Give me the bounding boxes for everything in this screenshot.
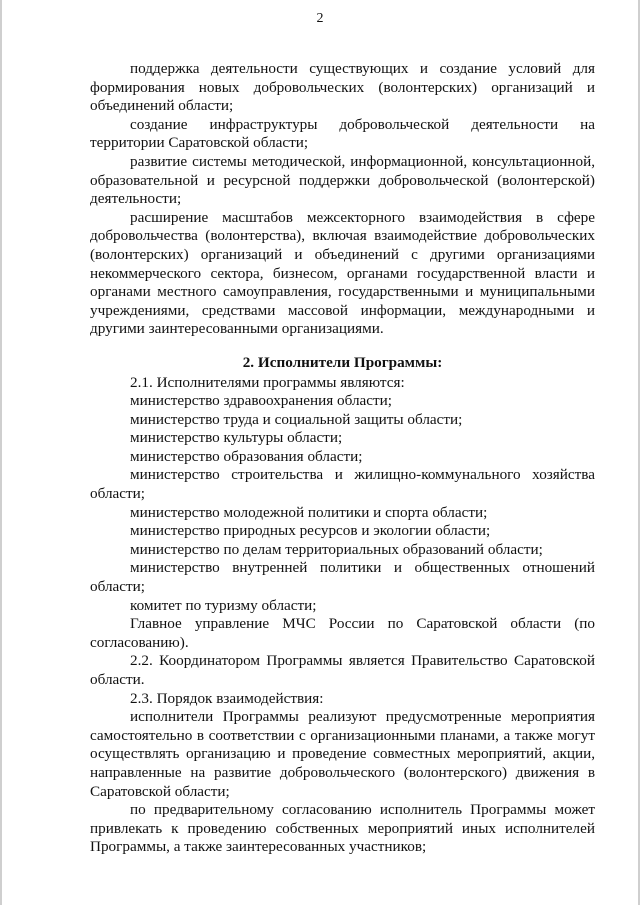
list-item: министерство молодежной политики и спорта области; <box>130 503 488 521</box>
section-heading: 2. Исполнители Программы: <box>242 353 443 371</box>
paragraph: поддержка деятельности существующих и создание условий для формирования новых добровольческих (волонтерских) организаций и объединений области; <box>90 60 595 115</box>
paragraph: расширение масштабов межсекторного взаимодействия в сфере добровольчества (волонтерства), включая взаимодействие добровольческих (волонтерских) организаций и объединений с другими организациями некоммерческого сектора, бизнесом, органами государственной власти и органами местного самоуправления, государственными и муниципальными учреждениями, средствами массовой информации, международными и другими заинтересованными организациями. <box>90 208 595 338</box>
list-item: министерство образования области; <box>130 447 363 465</box>
section-2-body <box>90 374 595 857</box>
paragraph: 2.2. Координатором Программы является Правительство Саратовской области. <box>90 652 595 688</box>
paragraph: 2.3. Порядок взаимодействия: <box>130 689 324 707</box>
document-body <box>90 60 595 857</box>
list-item: министерство здравоохранения области; <box>130 392 393 410</box>
scan-edge-left <box>0 0 2 905</box>
paragraph: по предварительному согласованию исполнитель Программы может привлекать к проведению собственных мероприятий иных исполнителей Программы, а также заинтересованных участников; <box>90 801 595 856</box>
list-item: министерство строительства и жилищно-коммунального хозяйства области; <box>90 466 595 503</box>
paragraph: 2.1. Исполнителями программы являются: <box>130 373 405 391</box>
paragraph: создание инфраструктуры добровольческой деятельности на территории Саратовской области; <box>90 115 595 152</box>
list-item: министерство внутренней политики и общественных отношений области; <box>90 559 595 596</box>
page-number: 2 <box>316 11 324 26</box>
list-item: комитет по туризму области; <box>130 596 317 614</box>
paragraph: развитие системы методической, информационной, консультационной, образовательной и ресурсной поддержки добровольческой (волонтерской) деятельности; <box>90 152 595 208</box>
list-item: министерство культуры области; <box>130 429 343 447</box>
list-item: министерство труда и социальной защиты области; <box>130 410 463 428</box>
paragraph: исполнители Программы реализуют предусмотренные мероприятия самостоятельно в соответствии с организационными планами, а также могут осуществлять организацию и проведение совместных мероприятий, акции, направленные на развитие добровольческого (волонтерского) движения в Саратовской области; <box>90 708 595 800</box>
list-item: Главное управление МЧС России по Саратовской области (по согласованию). <box>90 615 595 651</box>
list-item: министерство природных ресурсов и экологии области; <box>130 522 491 540</box>
list-item: министерство по делам территориальных образований области; <box>130 540 543 558</box>
goals-list <box>90 60 595 339</box>
